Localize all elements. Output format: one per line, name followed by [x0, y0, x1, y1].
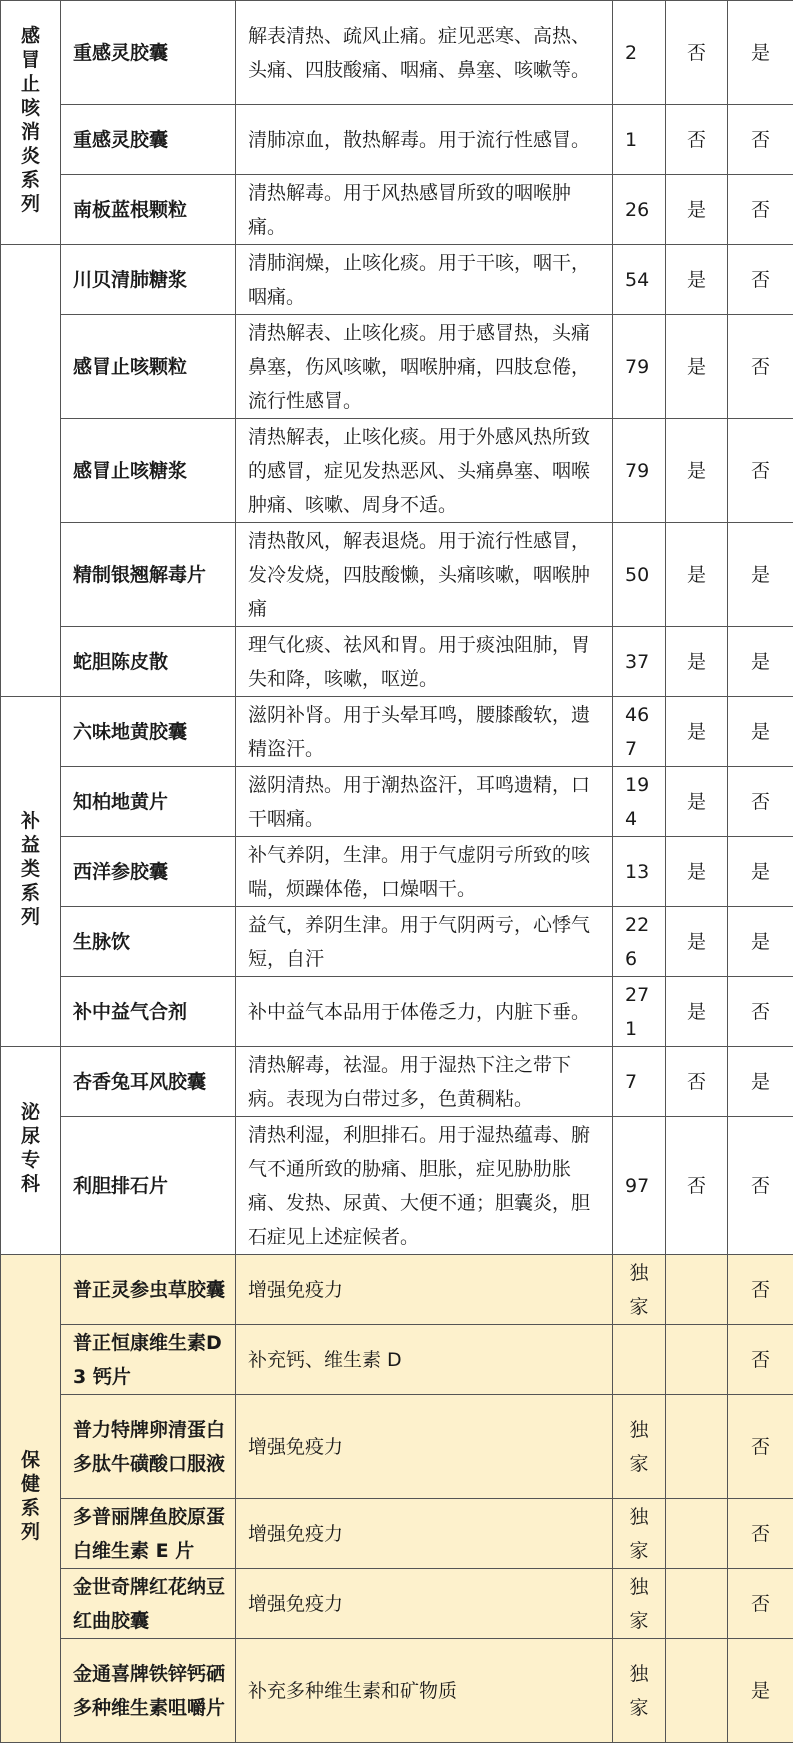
product-count: 7: [613, 1047, 666, 1117]
flag-b: 否: [728, 1499, 793, 1569]
flag-a: 否: [666, 1, 728, 105]
product-count: 独家: [613, 1255, 666, 1325]
category-health: 保健系列: [1, 1255, 61, 1743]
category-tonic: 补益类系列: [1, 697, 61, 1047]
product-name: 南板蓝根颗粒: [61, 175, 236, 245]
flag-b: 否: [728, 767, 793, 837]
flag-b: 否: [728, 1117, 793, 1255]
product-desc: 补气养阴，生津。用于气虚阴亏所致的咳喘，烦躁体倦，口燥咽干。: [236, 837, 613, 907]
table-row: [1, 1569, 793, 1639]
product-desc: 益气，养阴生津。用于气阴两亏，心悸气短，自汗: [236, 907, 613, 977]
product-name: 重感灵胶囊: [61, 105, 236, 175]
table-row: [1, 1395, 793, 1499]
product-desc: 理气化痰、祛风和胃。用于痰浊阻肺，胃失和降，咳嗽，呕逆。: [236, 627, 613, 697]
product-count: 54: [613, 245, 666, 315]
flag-a: 是: [666, 245, 728, 315]
product-desc: 清肺凉血，散热解毒。用于流行性感冒。: [236, 105, 613, 175]
product-count: 226: [613, 907, 666, 977]
product-name: 西洋参胶囊: [61, 837, 236, 907]
table-row: [1, 1255, 793, 1325]
product-name: 知柏地黄片: [61, 767, 236, 837]
table-row: [1, 1117, 793, 1255]
flag-b: 否: [728, 175, 793, 245]
flag-b: 是: [728, 907, 793, 977]
product-desc: 增强免疫力: [236, 1569, 613, 1639]
table-row: [1, 175, 793, 245]
flag-a: 否: [666, 105, 728, 175]
product-name: 精制银翘解毒片: [61, 523, 236, 627]
product-name: 利胆排石片: [61, 1117, 236, 1255]
product-name: 感冒止咳糖浆: [61, 419, 236, 523]
product-name: 普正恒康维生素D3 钙片: [61, 1325, 236, 1395]
product-count: 37: [613, 627, 666, 697]
product-name: 多普丽牌鱼胶原蛋白维生素 E 片: [61, 1499, 236, 1569]
product-name: 补中益气合剂: [61, 977, 236, 1047]
flag-a: [666, 1395, 728, 1499]
product-desc: 补充多种维生素和矿物质: [236, 1639, 613, 1743]
product-desc: 增强免疫力: [236, 1255, 613, 1325]
flag-b: 是: [728, 697, 793, 767]
product-desc: 清肺润燥，止咳化痰。用于干咳，咽干，咽痛。: [236, 245, 613, 315]
flag-a: 否: [666, 1117, 728, 1255]
product-count: 26: [613, 175, 666, 245]
flag-b: 否: [728, 1569, 793, 1639]
table-row: [1, 977, 793, 1047]
flag-b: 是: [728, 627, 793, 697]
flag-b: 否: [728, 1395, 793, 1499]
flag-b: 否: [728, 419, 793, 523]
flag-a: 是: [666, 697, 728, 767]
product-name: 杏香兔耳风胶囊: [61, 1047, 236, 1117]
flag-a: 是: [666, 907, 728, 977]
category-urology: 泌尿专科: [1, 1047, 61, 1255]
product-desc: 清热解表，止咳化痰。用于外感风热所致的感冒，症见发热恶风、头痛鼻塞、咽喉肿痛、咳嗽、周身不适。: [236, 419, 613, 523]
table-row: [1, 767, 793, 837]
flag-a: 否: [666, 1047, 728, 1117]
flag-b: 是: [728, 1, 793, 105]
product-name: 川贝清肺糖浆: [61, 245, 236, 315]
table-row: [1, 1325, 793, 1395]
table-row: [1, 697, 793, 767]
product-name: 金通喜牌铁锌钙硒多种维生素咀嚼片: [61, 1639, 236, 1743]
product-count: 独家: [613, 1499, 666, 1569]
product-name: 六味地黄胶囊: [61, 697, 236, 767]
flag-b: 否: [728, 1325, 793, 1395]
product-count: 97: [613, 1117, 666, 1255]
table-row: [1, 315, 793, 419]
flag-b: 否: [728, 315, 793, 419]
flag-b: 是: [728, 1047, 793, 1117]
product-name: 蛇胆陈皮散: [61, 627, 236, 697]
table-row: [1, 1499, 793, 1569]
product-count: 50: [613, 523, 666, 627]
category-cold-continued: [1, 245, 61, 697]
table-row: [1, 1, 793, 105]
product-desc: 增强免疫力: [236, 1499, 613, 1569]
product-desc: 清热解毒，祛湿。用于湿热下注之带下病。表现为白带过多，色黄稠粘。: [236, 1047, 613, 1117]
product-count: 271: [613, 977, 666, 1047]
product-count: 独家: [613, 1395, 666, 1499]
product-desc: 滋阴清热。用于潮热盗汗，耳鸣遗精，口干咽痛。: [236, 767, 613, 837]
product-name: 重感灵胶囊: [61, 1, 236, 105]
product-name: 生脉饮: [61, 907, 236, 977]
product-count: 79: [613, 315, 666, 419]
table-row: [1, 627, 793, 697]
product-name: 感冒止咳颗粒: [61, 315, 236, 419]
product-desc: 增强免疫力: [236, 1395, 613, 1499]
table-row: [1, 837, 793, 907]
product-desc: 滋阴补肾。用于头晕耳鸣，腰膝酸软，遗精盗汗。: [236, 697, 613, 767]
product-count: 2: [613, 1, 666, 105]
product-count: 79: [613, 419, 666, 523]
product-name: 普正灵参虫草胶囊: [61, 1255, 236, 1325]
table-row: [1, 1047, 793, 1117]
flag-a: 是: [666, 977, 728, 1047]
product-name: 普力特牌卵清蛋白多肽牛磺酸口服液: [61, 1395, 236, 1499]
product-desc: 解表清热、疏风止痛。症见恶寒、高热、头痛、四肢酸痛、咽痛、鼻塞、咳嗽等。: [236, 1, 613, 105]
product-desc: 补中益气本品用于体倦乏力，内脏下垂。: [236, 977, 613, 1047]
flag-a: [666, 1569, 728, 1639]
product-count: 467: [613, 697, 666, 767]
product-desc: 补充钙、维生素 D: [236, 1325, 613, 1395]
table-row: [1, 105, 793, 175]
product-count: [613, 1325, 666, 1395]
product-count: 194: [613, 767, 666, 837]
flag-a: 是: [666, 523, 728, 627]
flag-b: 是: [728, 837, 793, 907]
product-count: 独家: [613, 1639, 666, 1743]
table-row: [1, 419, 793, 523]
flag-b: 是: [728, 523, 793, 627]
table-row: [1, 245, 793, 315]
flag-a: 是: [666, 175, 728, 245]
product-name: 金世奇牌红花纳豆红曲胶囊: [61, 1569, 236, 1639]
table-row: [1, 1639, 793, 1743]
flag-a: 是: [666, 837, 728, 907]
flag-b: 否: [728, 1255, 793, 1325]
product-count: 13: [613, 837, 666, 907]
product-desc: 清热散风，解表退烧。用于流行性感冒，发冷发烧，四肢酸懒，头痛咳嗽，咽喉肿痛: [236, 523, 613, 627]
product-count: 1: [613, 105, 666, 175]
flag-a: 是: [666, 767, 728, 837]
product-desc: 清热解毒。用于风热感冒所致的咽喉肿痛。: [236, 175, 613, 245]
category-cold: 感冒止咳消炎系列: [1, 1, 61, 245]
product-desc: 清热解表、止咳化痰。用于感冒热，头痛鼻塞，伤风咳嗽，咽喉肿痛，四肢怠倦，流行性感冒。: [236, 315, 613, 419]
flag-a: 是: [666, 419, 728, 523]
flag-a: [666, 1639, 728, 1743]
flag-b: 否: [728, 977, 793, 1047]
product-count: 独家: [613, 1569, 666, 1639]
flag-a: [666, 1255, 728, 1325]
flag-a: [666, 1325, 728, 1395]
flag-a: 是: [666, 627, 728, 697]
table-row: [1, 907, 793, 977]
flag-a: [666, 1499, 728, 1569]
table-row: [1, 523, 793, 627]
flag-b: 否: [728, 105, 793, 175]
flag-a: 是: [666, 315, 728, 419]
flag-b: 是: [728, 1639, 793, 1743]
flag-b: 否: [728, 245, 793, 315]
product-desc: 清热利湿，利胆排石。用于湿热蕴毒、腑气不通所致的胁痛、胆胀，症见胁肋胀痛、发热、尿黄、大便不通；胆囊炎，胆石症见上述症候者。: [236, 1117, 613, 1255]
